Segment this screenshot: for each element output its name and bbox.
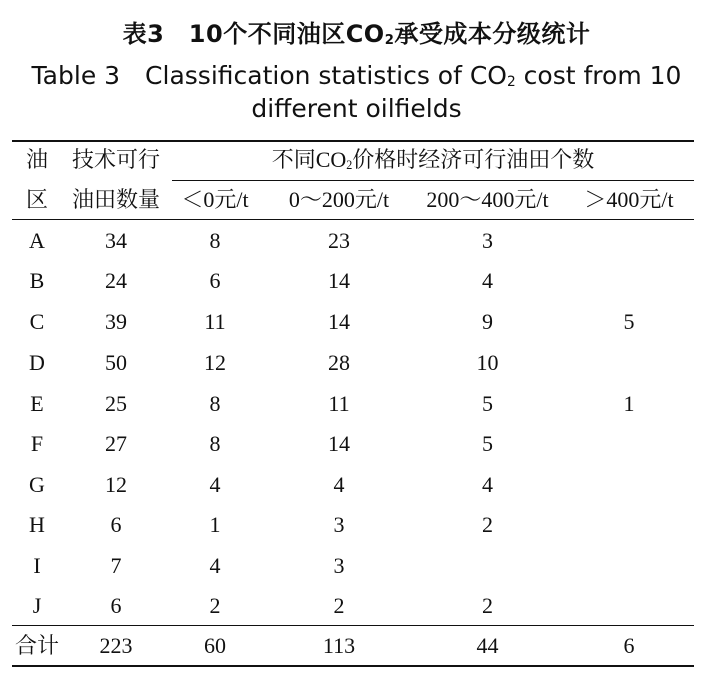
cell-bin-0-200: 11	[328, 391, 350, 416]
header-group-part1: 不同CO	[271, 147, 347, 172]
header-bin-above-400: ＞400元/t	[584, 187, 674, 212]
cell-bin-below-0: 8	[209, 431, 221, 456]
table-caption-en-line1	[0, 56, 713, 92]
caption-zh-part2: 承受成本分级统计	[394, 20, 591, 48]
header-group-title	[172, 147, 694, 178]
header-region-line2: 区	[25, 187, 48, 212]
cell-bin-0-200: 23	[328, 228, 350, 253]
header-group-part2: 价格时经济可行油田个数	[352, 147, 595, 172]
cell-bin-200-400: 4	[482, 472, 493, 497]
cell-bin-below-0: 11	[204, 309, 226, 334]
cell-bin-below-0: 4	[209, 553, 221, 578]
cell-bin-200-400: 4	[482, 268, 493, 293]
total-cell-region: 合计	[14, 633, 59, 658]
total-cell-bin-above-400: 6	[623, 633, 635, 658]
table-caption-zh	[0, 14, 713, 49]
total-cell-bin-below-0: 60	[204, 633, 226, 658]
group-header-rule	[172, 180, 694, 181]
caption-en-part2: cost from 10	[515, 61, 682, 90]
cell-bin-below-0: 1	[209, 512, 221, 537]
cell-tech-feasible: 24	[105, 268, 127, 293]
cell-bin-0-200: 3	[333, 512, 345, 537]
cell-bin-0-200: 28	[328, 350, 350, 375]
cell-bin-0-200: 2	[333, 593, 345, 618]
table-top-rule	[12, 140, 694, 142]
cell-region: F	[30, 431, 44, 456]
header-tech-line2: 油田数量	[71, 187, 160, 212]
caption-en-part1: Table 3 Classification statistics of CO	[31, 61, 507, 90]
cell-bin-200-400: 3	[482, 228, 493, 253]
cell-bin-below-0: 12	[204, 350, 226, 375]
cell-region: H	[29, 512, 45, 537]
cell-bin-above-400: 5	[623, 309, 635, 334]
cell-bin-below-0: 8	[209, 391, 221, 416]
total-cell-bin-0-200: 113	[322, 633, 356, 658]
cell-bin-0-200: 14	[328, 268, 350, 293]
cell-tech-feasible: 25	[105, 391, 127, 416]
cell-region: E	[30, 391, 44, 416]
cell-bin-above-400: 1	[623, 391, 635, 416]
table-caption-en-line2: different oilfields	[251, 94, 462, 123]
table-bottom-rule	[12, 665, 694, 667]
caption-zh-subscript: 2	[384, 32, 395, 48]
cell-tech-feasible: 6	[110, 593, 122, 618]
cell-bin-200-400: 5	[482, 431, 493, 456]
cell-bin-200-400: 9	[482, 309, 493, 334]
cell-bin-200-400: 2	[482, 512, 493, 537]
total-row-rule	[12, 625, 694, 626]
caption-en-subscript: 2	[506, 74, 516, 91]
header-region-line1: 油	[25, 147, 48, 172]
cell-tech-feasible: 39	[105, 309, 127, 334]
cell-bin-0-200: 4	[333, 472, 345, 497]
total-cell-bin-200-400: 44	[476, 633, 499, 658]
header-bottom-rule	[12, 219, 694, 220]
header-bin-200-400: 200～400元/t	[426, 187, 549, 212]
cell-region: D	[29, 350, 45, 375]
cell-bin-below-0: 8	[209, 228, 221, 253]
cell-bin-below-0: 4	[209, 472, 221, 497]
header-bin-0-200: 0～200元/t	[288, 187, 390, 212]
cell-tech-feasible: 6	[110, 512, 122, 537]
cell-region: I	[33, 553, 41, 578]
cell-bin-below-0: 2	[209, 593, 221, 618]
cell-tech-feasible: 12	[105, 472, 127, 497]
header-bin-below-0: ＜0元/t	[181, 187, 249, 212]
cell-tech-feasible: 27	[105, 431, 127, 456]
cell-region: J	[32, 593, 42, 618]
header-tech-line1: 技术可行	[71, 147, 160, 172]
cell-bin-200-400: 2	[482, 593, 493, 618]
cell-tech-feasible: 7	[110, 553, 122, 578]
cell-region: G	[29, 472, 45, 497]
cell-bin-200-400: 5	[482, 391, 493, 416]
cell-bin-0-200: 14	[328, 431, 350, 456]
cell-region: C	[29, 309, 45, 334]
cell-region: B	[29, 268, 45, 293]
cell-bin-200-400: 10	[476, 350, 499, 375]
caption-zh-part1: 表3 10个不同油区CO	[122, 20, 385, 48]
cell-region: A	[29, 228, 45, 253]
total-cell-tech-feasible: 223	[99, 633, 133, 658]
cell-tech-feasible: 50	[105, 350, 127, 375]
header-group-subscript: 2	[346, 157, 353, 172]
cell-bin-below-0: 6	[209, 268, 221, 293]
cell-bin-0-200: 14	[328, 309, 350, 334]
cell-bin-0-200: 3	[333, 553, 345, 578]
cell-tech-feasible: 34	[105, 228, 127, 253]
